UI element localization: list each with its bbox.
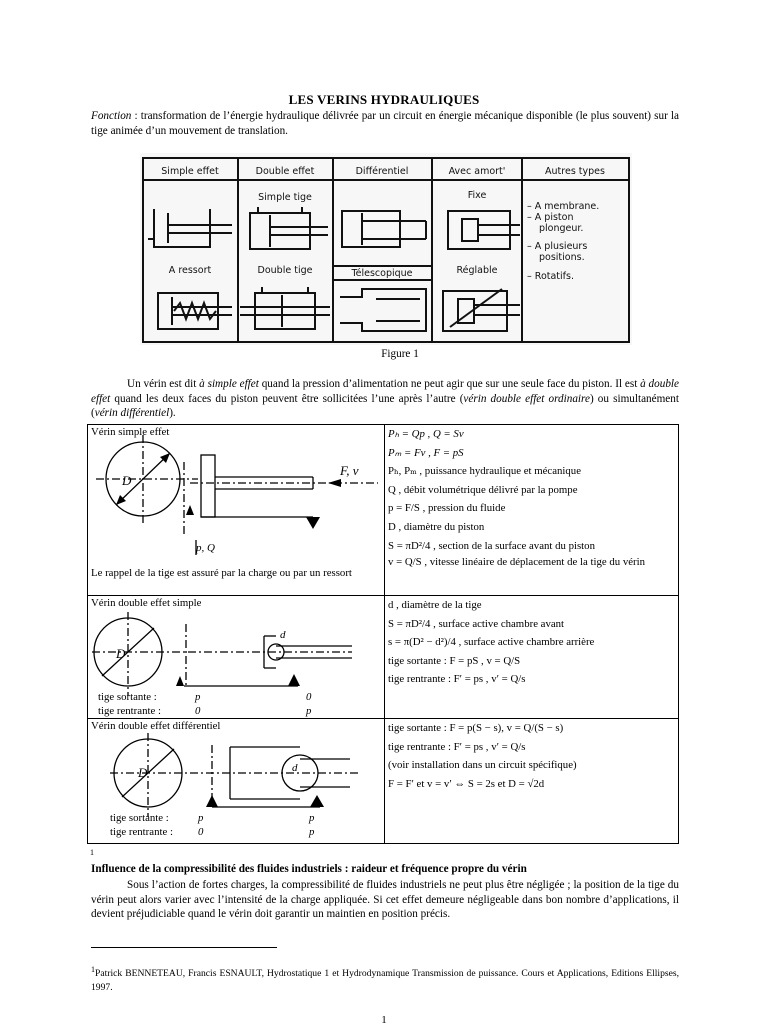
cell-simple-effet-formulas [385, 425, 679, 596]
cell-double-effet-diagram [88, 596, 385, 719]
row3-sortante-left: p [198, 812, 204, 824]
r1-line-0: Pₕ = Qp , Q = Sv [388, 428, 464, 440]
row3-sortante-right: p [309, 812, 315, 824]
table-row-simple-effet [88, 425, 679, 596]
row2-right-values [306, 690, 311, 718]
fonction-text: : transformation de l’énergie hydraulique délivrée par un circuit en énergie mécanique disponible (le plus souvent) sur la tige animée d’un mouvement de translation. [91, 110, 679, 137]
row3-right-values [309, 811, 314, 839]
row1-title: Vérin simple effet [91, 426, 170, 438]
row3-legend [110, 811, 173, 839]
label-D-1: D [122, 473, 132, 488]
row3-sortante: tige sortante : [110, 812, 169, 824]
r2-line-0: d , diamètre de la tige [388, 599, 482, 611]
intro-paragraph [91, 377, 679, 421]
fig-autres-2: – A piston [527, 212, 574, 223]
fig-autres-1: – A membrane. [527, 201, 600, 212]
label-d-3: d [292, 762, 298, 774]
fig-autres-3: plongeur. [539, 223, 584, 234]
r1-line-2: Pₕ, Pₘ , puissance hydraulique et mécanique [388, 465, 581, 478]
row2-sortante-right: 0 [306, 691, 312, 703]
label-pq: p, Q [196, 542, 215, 554]
row2-left-values [195, 690, 200, 718]
footnote-marker: 1 [90, 848, 94, 857]
intro-differentiel: vérin différentiel [94, 407, 170, 419]
page-number: 1 [381, 1014, 387, 1026]
r3-line-2: (voir installation dans un circuit spécifique) [388, 759, 577, 772]
fig-label-a-ressort: A ressort [168, 265, 212, 276]
r3-line-0: tige sortante : F = p(S − s), v = Q/(S − s) [388, 722, 564, 734]
r3-line-1: tige rentrante : F′ = ps , v′ = Q/s [388, 740, 526, 753]
cell-simple-effet-diagram [88, 425, 385, 596]
cell-double-effet-formulas [385, 596, 679, 719]
row3-rentrante-right: p [309, 826, 315, 838]
footnote-num: 1 [91, 965, 95, 974]
row2-rentrante-right: p [306, 705, 312, 717]
fig-autres-4: – A plusieurs [527, 241, 588, 252]
fig-header-avec-amort: Avec amort' [448, 166, 506, 177]
influence-heading: Influence de la compressibilité des fluides industriels : raideur et fréquence propre du vérin [91, 863, 527, 875]
fig-label-simple-tige: Simple tige [258, 192, 312, 203]
r1-line-7: v = Q/S , vitesse linéaire de déplacement de la tige du vérin [388, 556, 646, 569]
influence-paragraph: Sous l’action de fortes charges, la compressibilité de fluides industriels ne peut plus être négligée ; la position de la tige du vérin peut alors varier avec l’intensité de la charge appliquée. Si cet effet demeure négligeable dans bon nombre d’applications, il devient préjudiciable quand le vérin doit garantir un maintien en position précis. [91, 879, 679, 920]
intro-text-4: ) ou simultanément ( [91, 392, 679, 419]
intro-text-5: ). [169, 407, 176, 419]
r2-line-2: s = π(D² − d²)/4 , surface active chambre arrière [388, 636, 595, 649]
row2-title: Vérin double effet simple [91, 597, 202, 609]
fig-header-differentiel: Différentiel [355, 166, 409, 177]
fig-label-reglable: Réglable [456, 265, 498, 276]
table-row-double-effet [88, 596, 679, 719]
label-d-2: d [280, 629, 286, 641]
figure-1 [140, 153, 632, 345]
intro-simple-effet: à simple effet [199, 378, 259, 390]
row3-rentrante: tige rentrante : [110, 826, 173, 838]
intro-text-1: Un vérin est dit [127, 378, 200, 390]
r1-line-1: Pₘ = Fv , F = pS [388, 446, 464, 459]
fig-header-double-effet: Double effet [255, 166, 315, 177]
label-D-2: D [116, 646, 126, 661]
table-row-differentiel [88, 719, 679, 844]
row1-note: Le rappel de la tige est assuré par la charge ou par un ressort [91, 567, 352, 579]
label-force: F, v [340, 463, 359, 478]
r3-line-3: F = F′ et v = v′ ⇔ S = 2s et D = √2d [388, 777, 545, 790]
footnote-separator [91, 947, 277, 948]
fig-label-telescopique: Télescopique [351, 268, 413, 279]
fig-label-double-tige: Double tige [257, 265, 313, 276]
fig-autres-5: positions. [539, 252, 585, 263]
page-title: LES VERINS HYDRAULIQUES [288, 92, 480, 107]
cell-differentiel-formulas [385, 719, 679, 844]
figure-caption: Figure 1 [381, 348, 419, 360]
label-D-3: D [138, 765, 148, 780]
r1-line-4: p = F/S , pression du fluide [388, 502, 506, 515]
r1-line-6: S = πD²/4 , section de la surface avant du piston [388, 539, 595, 552]
row2-legend [98, 690, 161, 718]
row3-left-values [198, 811, 203, 839]
intro-text-3: quand les deux faces du piston peuvent être sollicitées l’une après l’autre ( [110, 392, 464, 405]
row2-sortante-left: p [195, 691, 201, 703]
row3-rentrante-left: 0 [198, 826, 204, 838]
verin-table [87, 424, 679, 844]
r2-line-3: tige sortante : F = pS , v = Q/S [388, 654, 521, 667]
fonction-label: Fonction [91, 110, 132, 122]
row2-sortante: tige sortante : [98, 691, 157, 703]
fig-autres-6: – Rotatifs. [527, 271, 574, 282]
intro-ordinaire: vérin double effet ordinaire [463, 392, 590, 405]
row3-title: Vérin double effet différentiel [91, 720, 221, 732]
footnote-text: Patrick BENNETEAU, Francis ESNAULT, Hydrostatique 1 et Hydrodynamique Transmission de puissance. Cours et Applications, Editions Ellipses, 1997. [91, 968, 679, 994]
r2-line-1: S = πD²/4 , surface active chambre avant [388, 617, 565, 630]
cell-differentiel-diagram [88, 719, 385, 844]
fig-header-autres-types: Autres types [545, 166, 605, 177]
row2-rentrante-left: 0 [195, 705, 201, 717]
r1-line-3: Q , débit volumétrique délivré par la pompe [388, 483, 578, 496]
fonction-paragraph [91, 109, 679, 138]
fig-label-fixe: Fixe [467, 190, 487, 201]
r1-line-5: D , diamètre du piston [388, 520, 485, 533]
row2-rentrante: tige rentrante : [98, 705, 161, 717]
footnote [91, 963, 679, 995]
intro-text-2: quand la pression d’alimentation ne peut agir que sur une seule face du piston. Il est [258, 378, 641, 390]
r2-line-4: tige rentrante : F′ = ps , v′ = Q/s [388, 673, 526, 686]
fig-header-simple-effet: Simple effet [161, 166, 219, 177]
figure-1-drawing [140, 153, 632, 345]
intro-double-effet: à double effet [91, 378, 680, 405]
